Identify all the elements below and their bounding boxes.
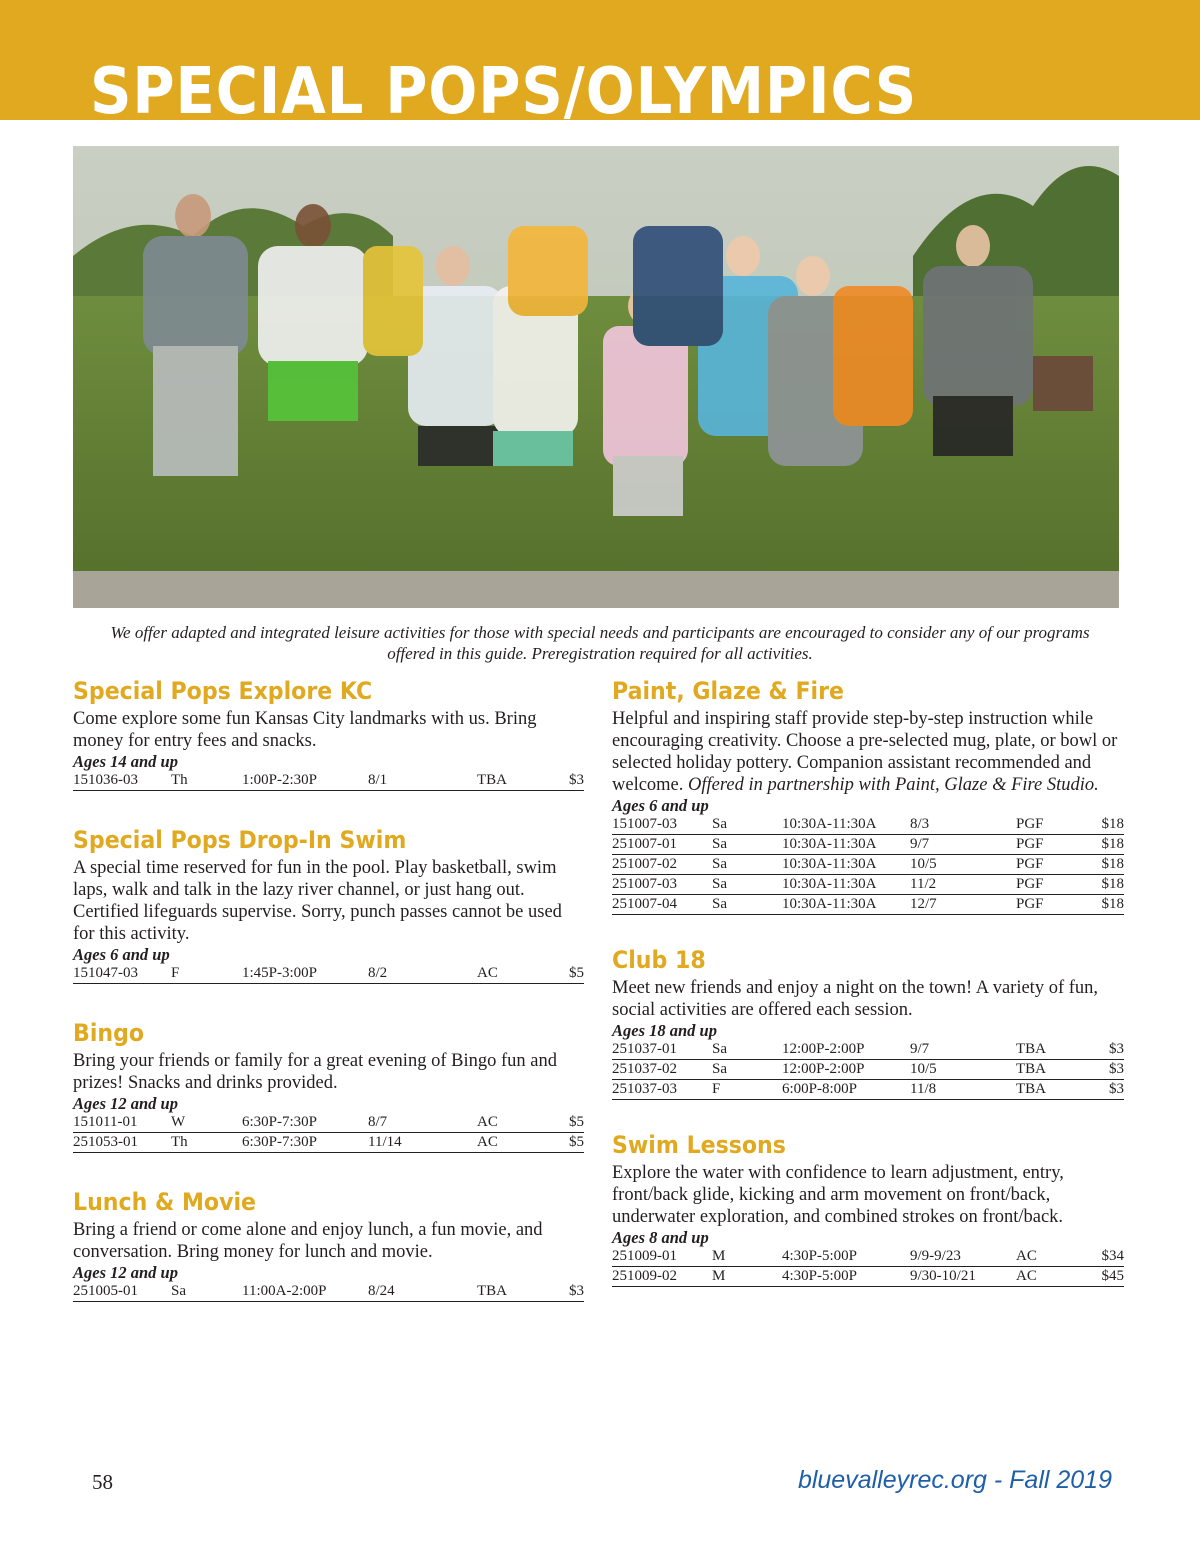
session-date: 8/3 (910, 815, 1016, 835)
session-time: 12:00P-2:00P (782, 1060, 910, 1080)
course-number: 251053-01 (73, 1133, 171, 1153)
session-day: Th (171, 771, 242, 791)
session-table (73, 771, 584, 791)
session-table (73, 964, 584, 984)
session-time: 10:30A-11:30A (782, 835, 910, 855)
program-description: Bring a friend or come alone and enjoy lunch, a fun movie, and conversation. Bring money for lunch and movie. (73, 1220, 543, 1262)
session-location: PGF (1016, 875, 1076, 895)
session-day: F (712, 1080, 782, 1100)
program-description: Come explore some fun Kansas City landmarks with us. Bring money for entry fees and snacks. (73, 709, 537, 751)
program-title: Club 18 (612, 946, 706, 974)
program-title: Bingo (73, 1019, 145, 1047)
session-time: 4:30P-5:00P (782, 1267, 910, 1287)
program-bingo (73, 1018, 584, 1153)
session-location: TBA (1016, 1080, 1076, 1100)
session-row (612, 1267, 1124, 1287)
session-date: 9/7 (910, 835, 1016, 855)
session-date: 11/2 (910, 875, 1016, 895)
session-fee: $18 (1076, 875, 1124, 895)
program-ages: Ages 6 and up (612, 796, 709, 815)
session-row (612, 1040, 1124, 1060)
program-partner-note: Offered in partnership with Paint, Glaze & Fire Studio. (688, 775, 1099, 795)
session-fee: $5 (537, 1133, 584, 1153)
session-table (73, 1282, 584, 1302)
course-number: 151011-01 (73, 1113, 171, 1133)
course-number: 251009-01 (612, 1247, 712, 1267)
session-time: 6:00P-8:00P (782, 1080, 910, 1100)
course-number: 251037-01 (612, 1040, 712, 1060)
program-lunch-and-movie (73, 1187, 584, 1302)
left-column (73, 676, 584, 1324)
session-fee: $18 (1076, 815, 1124, 835)
session-day: M (712, 1247, 782, 1267)
session-location: TBA (477, 1282, 537, 1302)
course-number: 251007-02 (612, 855, 712, 875)
session-table (612, 815, 1124, 915)
session-fee: $34 (1076, 1247, 1124, 1267)
session-date: 12/7 (910, 895, 1016, 915)
session-time: 10:30A-11:30A (782, 815, 910, 835)
session-day: Sa (712, 1040, 782, 1060)
program-paint-glaze-fire (612, 676, 1124, 915)
session-day: Sa (712, 895, 782, 915)
program-title: Lunch & Movie (73, 1188, 257, 1216)
session-time: 11:00A-2:00P (242, 1282, 368, 1302)
session-location: TBA (1016, 1040, 1076, 1060)
session-row (612, 875, 1124, 895)
session-row (612, 835, 1124, 855)
session-day: Sa (712, 855, 782, 875)
session-date: 8/24 (368, 1282, 477, 1302)
program-ages: Ages 8 and up (612, 1228, 709, 1247)
session-row (612, 1247, 1124, 1267)
session-location: TBA (1016, 1060, 1076, 1080)
session-location: AC (477, 964, 537, 984)
session-location: TBA (477, 771, 537, 791)
session-location: AC (1016, 1247, 1076, 1267)
program-swim-lessons (612, 1130, 1124, 1287)
program-ages: Ages 12 and up (73, 1263, 178, 1282)
page-title: SPECIAL POPS/OLYMPICS (90, 55, 918, 129)
session-date: 11/14 (368, 1133, 477, 1153)
session-day: F (171, 964, 242, 984)
course-number: 251007-03 (612, 875, 712, 895)
session-table (73, 1113, 584, 1153)
session-fee: $5 (537, 1113, 584, 1133)
session-location: AC (1016, 1267, 1076, 1287)
program-club-18 (612, 945, 1124, 1100)
session-time: 10:30A-11:30A (782, 855, 910, 875)
session-time: 4:30P-5:00P (782, 1247, 910, 1267)
intro-text: We offer adapted and integrated leisure activities for those with special needs and participants are encouraged to consider any of our programs offered in this guide. Preregistration required for all activities. (110, 623, 1090, 663)
session-day: M (712, 1267, 782, 1287)
course-number: 251007-04 (612, 895, 712, 915)
session-fee: $3 (1076, 1040, 1124, 1060)
session-row (612, 1060, 1124, 1080)
session-day: Sa (712, 815, 782, 835)
session-day: Sa (171, 1282, 242, 1302)
session-date: 8/7 (368, 1113, 477, 1133)
session-row (612, 815, 1124, 835)
program-special-pops-explore-kc (73, 676, 584, 791)
session-fee: $18 (1076, 895, 1124, 915)
right-column (612, 676, 1124, 1309)
session-date: 9/30-10/21 (910, 1267, 1016, 1287)
session-date: 10/5 (910, 855, 1016, 875)
session-table (612, 1040, 1124, 1100)
program-description (612, 708, 1124, 796)
session-row (612, 1080, 1124, 1100)
session-day: Th (171, 1133, 242, 1153)
session-time: 12:00P-2:00P (782, 1040, 910, 1060)
session-date: 9/9-9/23 (910, 1247, 1016, 1267)
session-fee: $5 (537, 964, 584, 984)
program-description: Explore the water with confidence to learn adjustment, entry, front/back glide, kicking and arm movement on front/back, underwater exploration, and combined strokes on front/back. (612, 1163, 1064, 1227)
session-row (73, 964, 584, 984)
session-location: AC (477, 1113, 537, 1133)
program-ages: Ages 6 and up (73, 945, 170, 964)
session-date: 11/8 (910, 1080, 1016, 1100)
session-table (612, 1247, 1124, 1287)
session-day: Sa (712, 1060, 782, 1080)
program-title: Swim Lessons (612, 1131, 786, 1159)
program-description: Meet new friends and enjoy a night on the town! A variety of fun, social activities are offered each session. (612, 978, 1099, 1020)
session-time: 6:30P-7:30P (242, 1113, 368, 1133)
session-row (73, 1133, 584, 1153)
session-fee: $18 (1076, 855, 1124, 875)
group-photo (73, 146, 1119, 608)
session-time: 1:45P-3:00P (242, 964, 368, 984)
program-description-text: Helpful and inspiring staff provide step-by-step instruction while encouraging creativity. Choose a pre-selected mug, plate, or bowl or selected holiday pottery. Companion assistant recommended and welcome. (612, 709, 1118, 795)
session-fee: $3 (537, 1282, 584, 1302)
page-number: 58 (92, 1470, 113, 1494)
session-time: 1:00P-2:30P (242, 771, 368, 791)
session-fee: $18 (1076, 835, 1124, 855)
session-time: 10:30A-11:30A (782, 895, 910, 915)
program-title: Special Pops Drop-In Swim (73, 826, 407, 854)
session-row (73, 1113, 584, 1133)
session-row (73, 1282, 584, 1302)
program-ages: Ages 12 and up (73, 1094, 178, 1113)
website-link[interactable]: bluevalleyrec.org - Fall 2019 (797, 1466, 1112, 1494)
course-number: 151036-03 (73, 771, 171, 791)
session-location: PGF (1016, 835, 1076, 855)
course-number: 251005-01 (73, 1282, 171, 1302)
session-location: PGF (1016, 815, 1076, 835)
session-day: W (171, 1113, 242, 1133)
session-day: Sa (712, 835, 782, 855)
session-time: 10:30A-11:30A (782, 875, 910, 895)
course-number: 151007-03 (612, 815, 712, 835)
session-date: 10/5 (910, 1060, 1016, 1080)
session-location: PGF (1016, 855, 1076, 875)
session-location: AC (477, 1133, 537, 1153)
course-number: 251037-03 (612, 1080, 712, 1100)
program-ages: Ages 18 and up (612, 1021, 717, 1040)
course-number: 251009-02 (612, 1267, 712, 1287)
course-number: 251037-02 (612, 1060, 712, 1080)
course-number: 151047-03 (73, 964, 171, 984)
session-date: 9/7 (910, 1040, 1016, 1060)
course-number: 251007-01 (612, 835, 712, 855)
session-location: PGF (1016, 895, 1076, 915)
program-title: Special Pops Explore KC (73, 677, 373, 705)
session-date: 8/2 (368, 964, 477, 984)
program-special-pops-drop-in-swim (73, 825, 584, 984)
program-title: Paint, Glaze & Fire (612, 677, 844, 705)
session-time: 6:30P-7:30P (242, 1133, 368, 1153)
session-fee: $3 (537, 771, 584, 791)
program-ages: Ages 14 and up (73, 752, 178, 771)
session-fee: $3 (1076, 1060, 1124, 1080)
session-row (612, 895, 1124, 915)
session-fee: $45 (1076, 1267, 1124, 1287)
program-description: Bring your friends or family for a great evening of Bingo fun and prizes! Snacks and drinks provided. (73, 1051, 557, 1093)
session-day: Sa (712, 875, 782, 895)
session-fee: $3 (1076, 1080, 1124, 1100)
session-date: 8/1 (368, 771, 477, 791)
session-row (612, 855, 1124, 875)
program-description: A special time reserved for fun in the pool. Play basketball, swim laps, walk and talk in the lazy river channel, or just hang out. Certified lifeguards supervise. Sorry, punch passes cannot be used for this activity. (73, 858, 562, 944)
session-row (73, 771, 584, 791)
